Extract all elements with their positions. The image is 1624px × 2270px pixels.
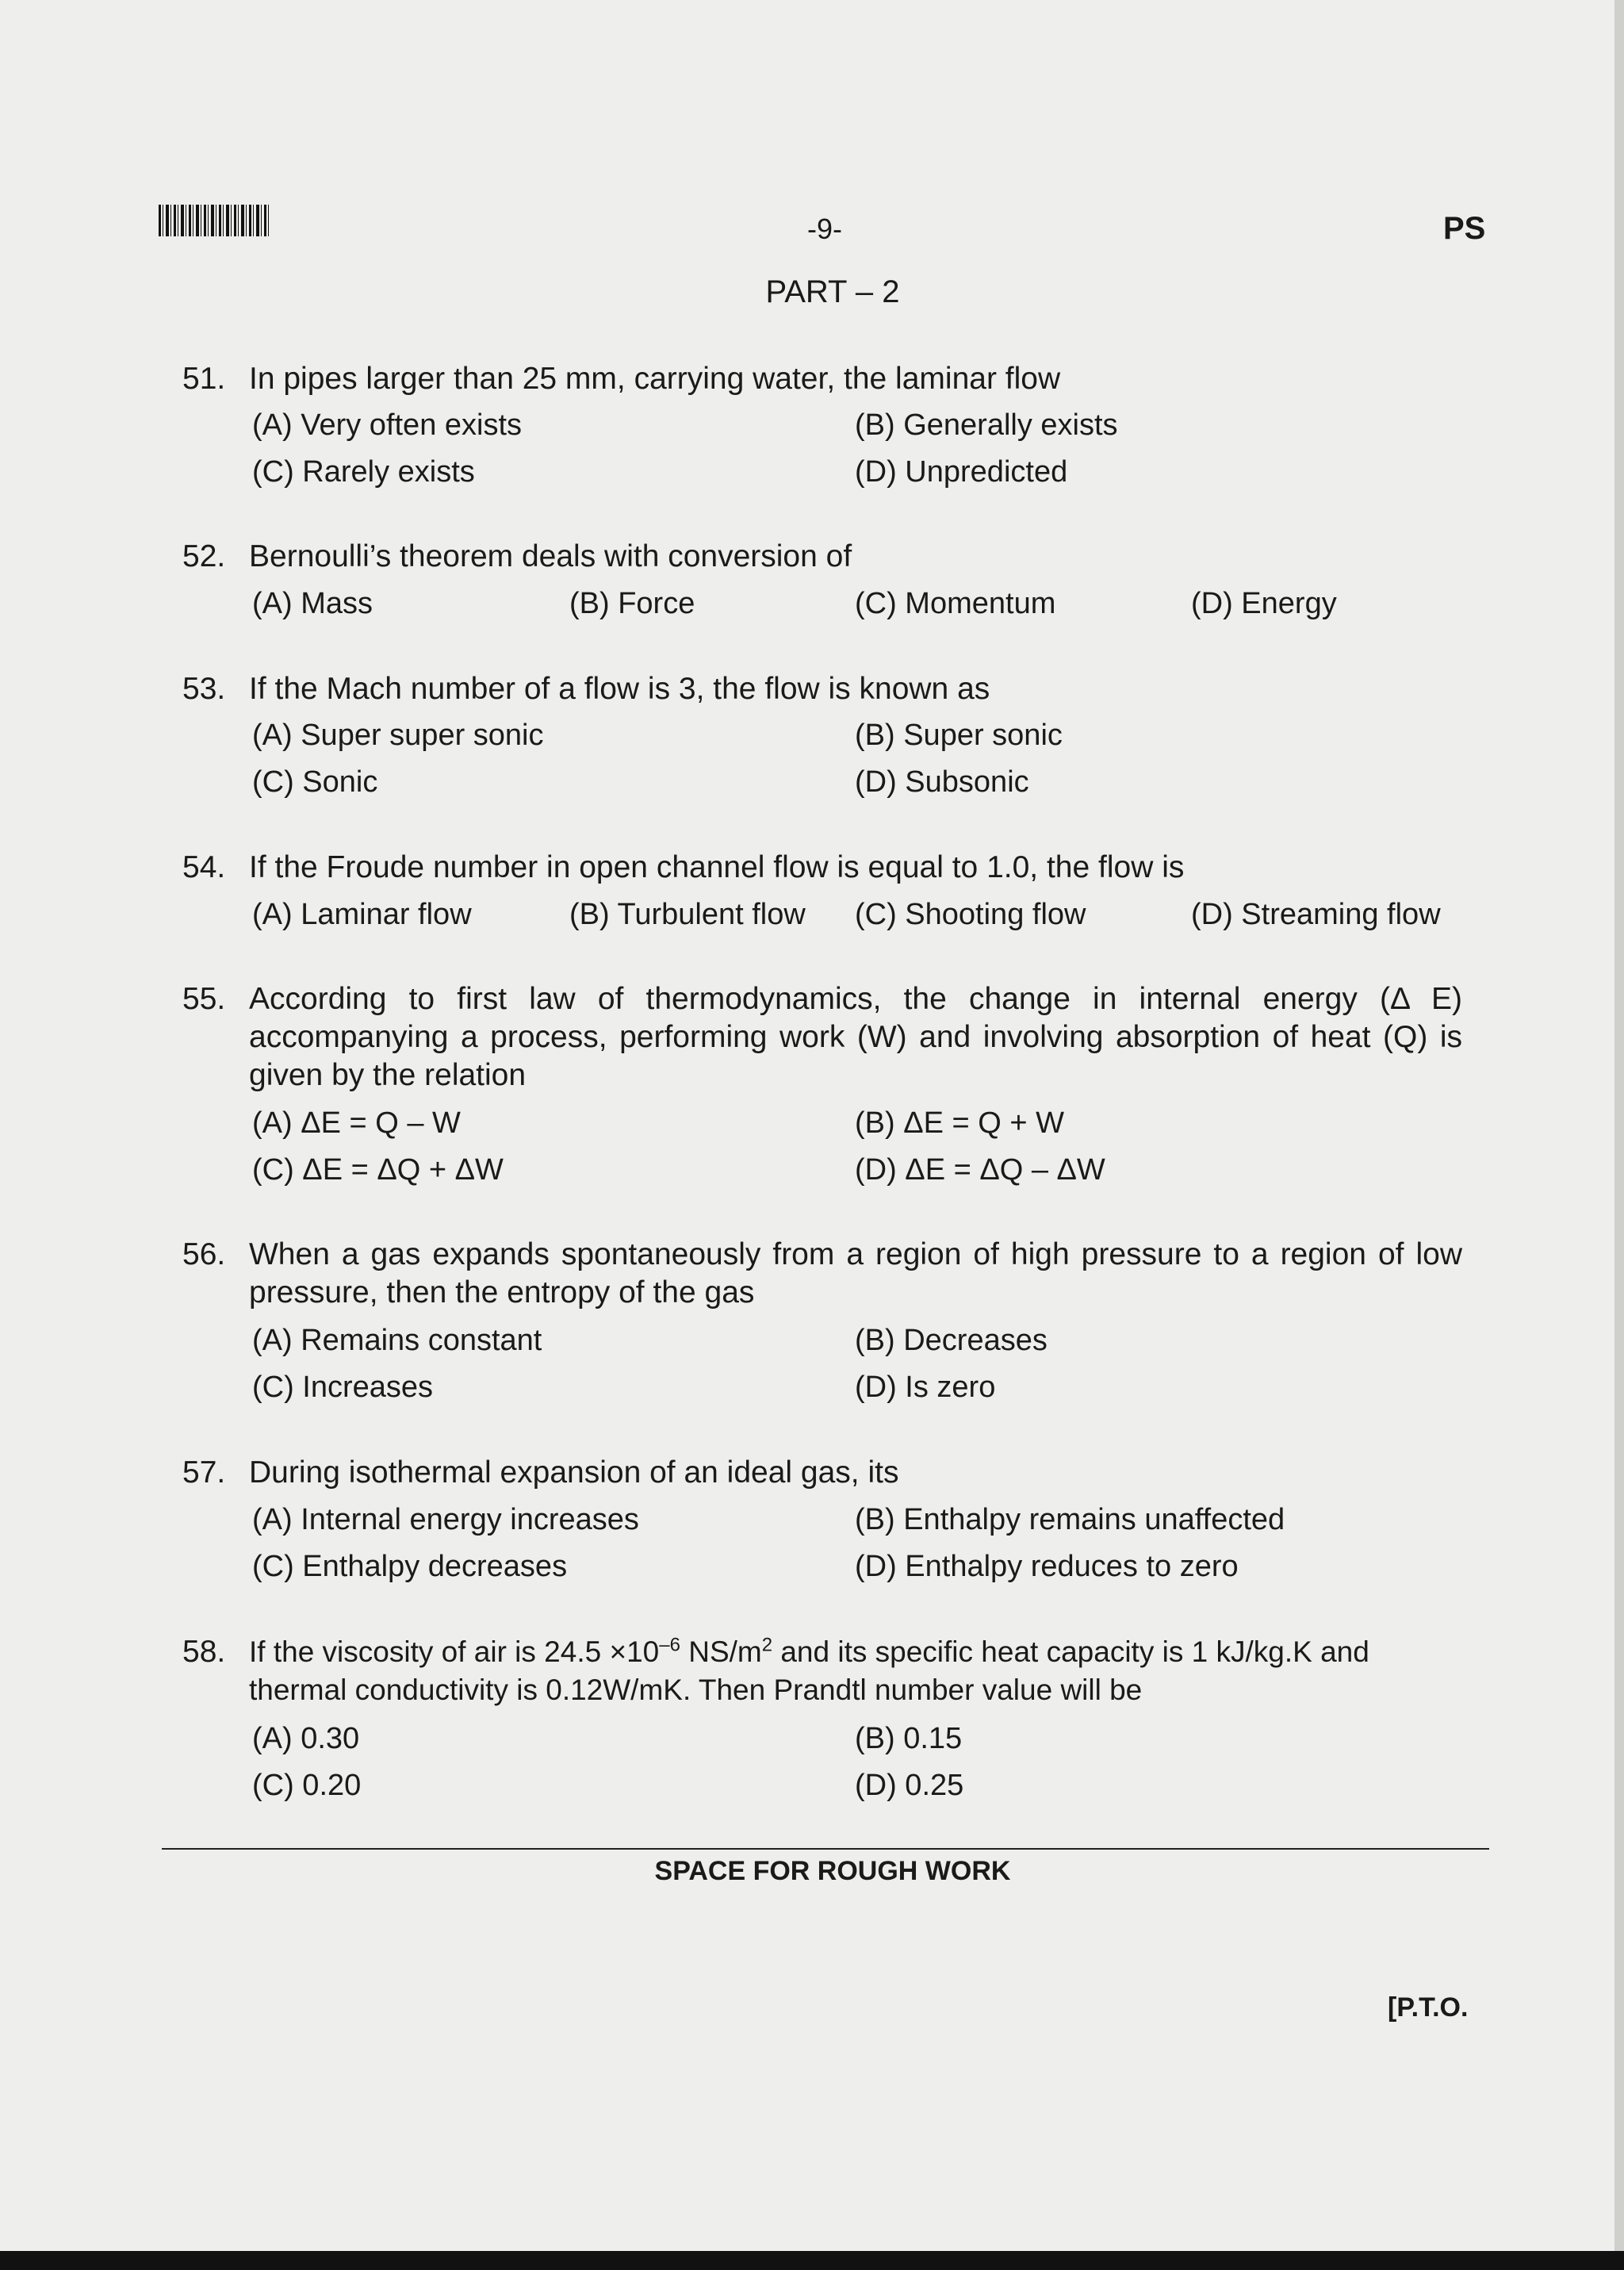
option-c: (C) 0.20 [252,1769,362,1802]
page-number: -9- [807,213,842,245]
option-c: (C) Enthalpy decreases [252,1550,568,1583]
option-c: (C) Rarely exists [252,455,475,489]
question-number: 53. [182,672,226,706]
scan-edge-bottom [0,2251,1624,2270]
option-d: (D) Streaming flow [1191,898,1441,931]
question-text: If the Froude number in open channel flow is equal to 1.0, the flow is [249,850,1185,884]
option-c: (C) ΔE = ΔQ + ΔW [252,1153,504,1187]
option-a: (A) Super super sonic [252,719,544,752]
question-number: 52. [182,539,226,573]
option-b: (B) Force [569,587,695,620]
option-d: (D) 0.25 [855,1769,964,1802]
question-text: According to first law of thermodynamics, the change in internal energy (Δ E) accompanying a process, performing work (W) and involving absorption of heat (Q) is given by the relation [249,982,1462,1092]
option-b: (B) Super sonic [855,719,1063,752]
barcode [159,205,271,236]
question-number: 54. [182,850,226,884]
option-d: (D) Unpredicted [855,455,1068,489]
option-b: (B) ΔE = Q + W [855,1106,1064,1140]
option-a: (A) 0.30 [252,1722,360,1755]
option-b: (B) Enthalpy remains unaffected [855,1503,1285,1536]
option-c: (C) Increases [252,1371,434,1404]
option-d: (D) ΔE = ΔQ – ΔW [855,1153,1105,1187]
question-text: If the Mach number of a flow is 3, the flow is known as [249,672,990,706]
option-d: (D) Subsonic [855,765,1029,799]
option-b: (B) Turbulent flow [569,898,806,931]
question-text: When a gas expands spontaneously from a region of high pressure to a region of low pressure, then the entropy of the gas [249,1237,1462,1309]
option-a: (A) Very often exists [252,408,523,442]
question-number: 51. [182,362,226,396]
divider [162,1848,1489,1850]
option-c: (C) Shooting flow [855,898,1086,931]
option-a: (A) Laminar flow [252,898,472,931]
option-c: (C) Sonic [252,765,378,799]
option-d: (D) Enthalpy reduces to zero [855,1550,1239,1583]
part-heading: PART – 2 [765,274,900,309]
option-d: (D) Is zero [855,1371,996,1404]
option-b: (B) 0.15 [855,1722,963,1755]
question-number: 57. [182,1455,226,1490]
question-number: 58. [182,1635,226,1669]
paper-code: PS [1443,211,1486,246]
option-a: (A) Remains constant [252,1324,542,1357]
scan-edge-right [1614,0,1624,2270]
option-c: (C) Momentum [855,587,1056,620]
option-a: (A) Mass [252,587,373,620]
question-text: If the viscosity of air is $24.5 \times 10^{-6}$ $NS/m^2$ and its specific heat capacity is 1 kJ/kg.K and thermal conductivity is 0.12W/mK. Then Prandtl number value will be [249,1634,1369,1706]
option-a: (A) ΔE = Q – W [252,1106,461,1140]
pto-label: [P.T.O. [1388,1992,1469,2023]
option-b: (B) Decreases [855,1324,1048,1357]
question-number: 56. [182,1237,226,1271]
question-number: 55. [182,982,226,1016]
option-d: (D) Energy [1191,587,1337,620]
option-a: (A) Internal energy increases [252,1503,639,1536]
question-text: During isothermal expansion of an ideal gas, its [249,1455,899,1490]
option-b: (B) Generally exists [855,408,1118,442]
question-text: Bernoulli’s theorem deals with conversion of [249,539,852,573]
rough-work-heading: SPACE FOR ROUGH WORK [654,1856,1011,1886]
question-text: In pipes larger than 25 mm, carrying water, the laminar flow [249,362,1061,396]
